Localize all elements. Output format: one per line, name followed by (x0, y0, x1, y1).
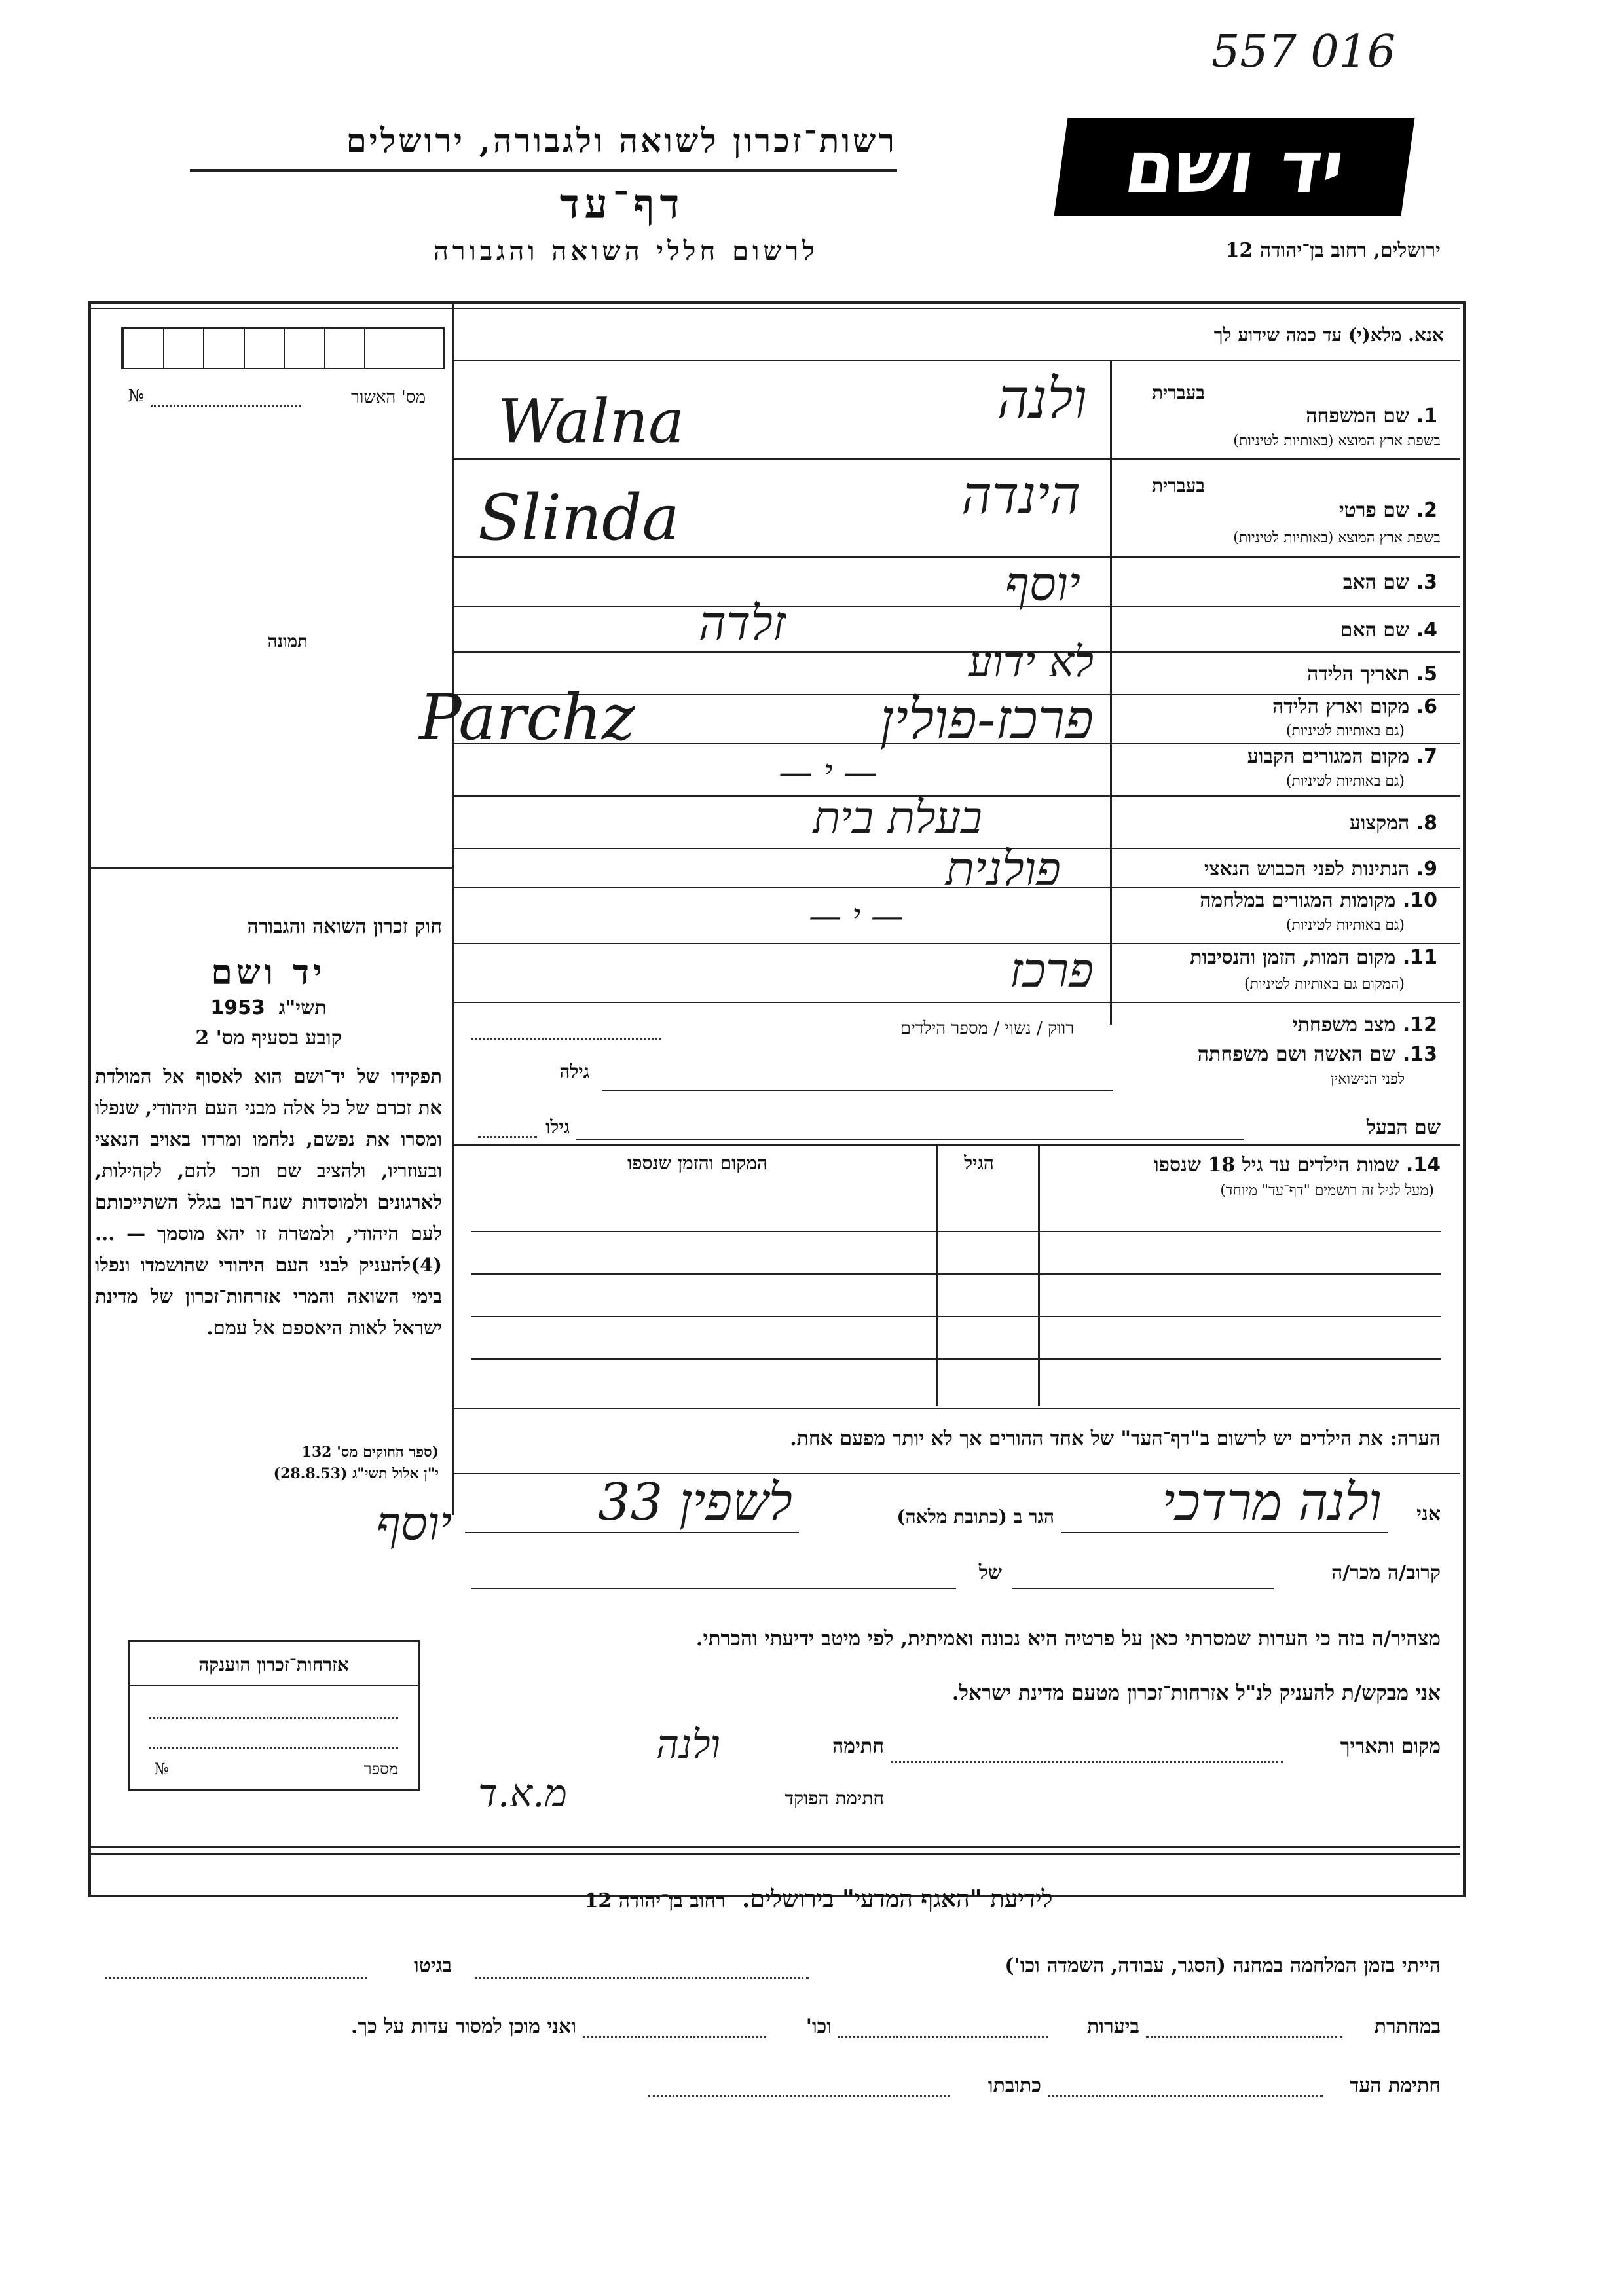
field-5-value: לא ידוע (968, 638, 1094, 687)
citizenship-title-rule (130, 1685, 418, 1686)
logo (1054, 118, 1414, 216)
field-12-text: מצב משפחתי (1292, 1013, 1396, 1036)
place-date-label: מקום ותאריך (1340, 1735, 1441, 1758)
field-7-text: מקום המגורים הקבוע (1247, 745, 1410, 768)
children-text: שמות הילדים עד גיל 18 שנספו (1153, 1154, 1399, 1176)
citizenship-line-2 (149, 1747, 398, 1749)
citizenship-no-mark: № (154, 1760, 169, 1778)
field-1-label (1211, 405, 1437, 428)
law-clause: קובע בסעיף מס' 2 (195, 1027, 342, 1049)
field-1-latin-value: Walna (498, 386, 684, 456)
field-4-label (1146, 619, 1437, 642)
field-5-num: 5. (1416, 663, 1437, 685)
officer-sig-label: חתימת הפוקד (784, 1787, 884, 1809)
bottom-camp-line (475, 1977, 809, 1979)
field-2-num: 2. (1416, 499, 1437, 522)
bottom-divider-2 (88, 1853, 1460, 1855)
bottom-address2-line (648, 2095, 950, 2097)
note-text: הערה: את הילדים יש לרשום ב"דף־העד" של אחד ההורים אך לא יותר מפעם אחת. (790, 1427, 1441, 1450)
bottom-address2: כתובתו (987, 2074, 1041, 2097)
field-7-label (1146, 745, 1437, 768)
law-gazette: (ספר החוקים מס' 132 (301, 1444, 439, 1461)
archive-number: 557 016 (1211, 26, 1396, 78)
citizenship-box (128, 1640, 420, 1791)
declarant-of: של (978, 1561, 1002, 1584)
field-12-num: 12. (1402, 1013, 1437, 1036)
left-col-divider (452, 304, 454, 1515)
children-col-place: המקום והזמן שנספו (627, 1152, 767, 1174)
field-6-text: מקום וארץ הלידה (1272, 695, 1410, 718)
photo-label: תמונה (267, 632, 308, 651)
bottom-forests: ביערות (1086, 2015, 1139, 2038)
signature-value: ולנה (655, 1722, 720, 1768)
intro-underline (452, 360, 1460, 361)
request-text: אני מבקש/ת להעניק לנ"ל אזרחות־זכרון מטעם מדינת ישראל. (951, 1681, 1441, 1705)
bottom-ghetto: בגיטו (413, 1954, 452, 1977)
declarant-me: אני (1416, 1503, 1441, 1525)
bottom-witness-sig: חתימת העד (1349, 2074, 1441, 2097)
field-11-sub: (המקום גם באותיות לטיניות) (1244, 976, 1405, 993)
field-3-value: יוסף (1005, 556, 1080, 611)
field-7-value: — י — (779, 753, 877, 792)
field-1-heb-value: ולנה (997, 367, 1087, 431)
bottom-title-text: לידיעת "האגף המדעי" בירושלים. (741, 1886, 1053, 1913)
field-1-text: שם המשפחה (1306, 405, 1410, 428)
field-6-heb-value: פרכז-פולין (879, 687, 1094, 752)
row-line-11 (452, 1002, 1460, 1003)
children-row-2 (471, 1273, 1441, 1275)
officer-mark: מ.א.ד (478, 1771, 567, 1815)
children-div-2 (936, 1144, 938, 1406)
field-9-label (1113, 858, 1437, 881)
bottom-divider-1 (88, 1846, 1460, 1848)
bottom-forests-line (838, 2036, 1048, 2038)
org-name: רשות־זכרון לשואה ולגבורה, ירושלים (346, 121, 897, 160)
declarant-name-value: ולנה מרדכי (1162, 1473, 1382, 1532)
law-name: יד ושם (211, 953, 326, 993)
org-underline (190, 169, 897, 172)
field-2-heb-tag: בעברית (1151, 475, 1205, 496)
husband-age-label: גילו (545, 1116, 570, 1138)
field-13-label (1113, 1043, 1437, 1066)
field-9-text: הנתינות לפני הכבוש הנאצי (1204, 858, 1410, 881)
header-address: ירושלים, רחוב בן־יהודה 12 (1225, 239, 1441, 262)
field-2-label (1211, 499, 1437, 522)
field-13-sub: לפני הנישואין (1330, 1071, 1405, 1087)
field-8-label (1146, 812, 1437, 835)
field-10-text: מקומות המגורים במלחמה (1200, 889, 1396, 912)
children-col-age: הגיל (964, 1152, 994, 1174)
field-8-value: בעלת בית (813, 792, 982, 844)
field-11-label (1113, 946, 1437, 969)
field-6-latin-value: Parchz (419, 681, 635, 754)
citizenship-line-1 (149, 1717, 398, 1719)
field-11-num: 11. (1402, 946, 1437, 969)
approval-box (121, 327, 445, 369)
field-3-num: 3. (1416, 571, 1437, 594)
field-9-value: פולנית (945, 841, 1061, 896)
children-label (1048, 1154, 1441, 1176)
bottom-etc-line (583, 2036, 766, 2038)
field-13-line (602, 1090, 1113, 1091)
law-title: חוק זכרון השואה והגבורה (247, 915, 442, 938)
field-13-text: שם האשה ושם משפחתה (1197, 1043, 1396, 1066)
field-1-num: 1. (1416, 405, 1437, 428)
field-11-text: מקום המות, הזמן והנסיבות (1190, 946, 1396, 969)
form-title: דף־עד (559, 180, 685, 228)
field-11-value: פרכז (1009, 943, 1094, 998)
intro-text: אנא. מלא(י) עד כמה שידוע לך (1213, 324, 1444, 346)
bottom-line1: הייתי בזמן המלחמה במחנה (הסגר, עבודה, השמדה וכו') (1005, 1954, 1441, 1977)
field-4-text: שם האם (1340, 619, 1410, 642)
children-sub: (מעל לגיל זה רושמים "דף־עד" מיוחד) (1220, 1182, 1434, 1199)
citizenship-number: מספר (363, 1760, 398, 1778)
field-10-label (1113, 889, 1437, 912)
bottom-ghetto-line (105, 1977, 367, 1979)
field-2-heb-value: הינדה (961, 465, 1080, 526)
field-3-label (1146, 571, 1437, 594)
field-6-sub: (גם באותיות לטיניות) (1285, 723, 1405, 739)
bottom-title (458, 1886, 1179, 1913)
husband-label: שם הבעל (1366, 1116, 1441, 1139)
field-4-value: זלדה (698, 596, 786, 651)
field-7-sub: (גם באותיות לטיניות) (1285, 773, 1405, 790)
frame-top-double (88, 308, 1460, 309)
field-1-heb-tag: בעברית (1151, 382, 1205, 403)
children-num: 14. (1405, 1154, 1441, 1176)
husband-line (576, 1139, 1244, 1140)
husband-age-line (478, 1136, 537, 1138)
declarant-relative-line (1012, 1588, 1274, 1589)
children-div-1 (1038, 1144, 1040, 1406)
label-col-divider (1110, 360, 1112, 1025)
field-6-label (1146, 695, 1437, 718)
field-1-sub: בשפת ארץ המוצא (באותיות לטיניות) (1233, 433, 1441, 449)
approval-no-label: מס' האשור (350, 388, 426, 407)
field-5-label (1146, 663, 1437, 685)
field-12-line (471, 1038, 661, 1040)
field-2-latin-value: Slinda (478, 481, 680, 555)
law-year (95, 996, 442, 1019)
field-9-num: 9. (1416, 858, 1437, 881)
photo-bottom (88, 867, 452, 869)
stamp-mark: יוסף (376, 1496, 452, 1551)
law-gazette-date: י"ן אלול תשי"ג (28.8.53) (273, 1465, 439, 1482)
declarant-address-value: לשפין 33 (598, 1473, 792, 1532)
field-8-num: 8. (1416, 812, 1437, 835)
law-year-heb: תשי"ג (278, 996, 327, 1019)
children-row-3 (471, 1316, 1441, 1317)
field-13-wife-name-label: גילה (559, 1061, 589, 1082)
field-12-value-label: רווק / נשוי / מספר הילדים (900, 1019, 1074, 1038)
declarant-address-line (465, 1532, 799, 1533)
citizenship-title: אזרחות־זכרון הוענקה (198, 1654, 349, 1675)
declarant-of-line (471, 1588, 956, 1589)
law-text: תפקידו של יד־ושם הוא לאסוף אל המולדת את זכרם של כל אלה מבני העם היהודי, שנפלו ומסרו את נפשם, נלחמו ומרדו באויב הנאצי ובעוזריו, ולהציב שם וזכר להם, לקהילות, לארגונים ולמוסדות שנח־רבו בגלל השתייכותם לעם היהודי, ולמטרה זו יהא מוסמך — ...(4)להעניק לבני העם היהודי שהושמדו ונפלו בימי השואה והמרי אזרחות־זכרון של מדינת ישראל לאות היאספם אל עמם. (95, 1065, 442, 1339)
signature-label: חתימה (832, 1735, 884, 1758)
field-10-num: 10. (1402, 889, 1437, 912)
children-row-5 (452, 1408, 1460, 1409)
law-year-number: 1953 (210, 996, 265, 1019)
field-10-sub: (גם באותיות לטיניות) (1285, 917, 1405, 934)
field-7-num: 7. (1416, 745, 1437, 768)
field-8-text: המקצוע (1349, 812, 1410, 835)
field-2-sub: בשפת ארץ המוצא (באותיות לטיניות) (1233, 530, 1441, 546)
field-4-num: 4. (1416, 619, 1437, 642)
logo-text: יד ושם (1119, 125, 1350, 209)
field-12-label (1113, 1013, 1437, 1036)
field-5-text: תאריך הלידה (1307, 663, 1410, 685)
bottom-etc: וכו' (805, 2015, 832, 2038)
declarant-relative: קרוב/ה מכר/ה (1331, 1561, 1441, 1584)
bottom-partisans-line (1146, 2036, 1342, 2038)
row-line-14 (452, 1144, 1460, 1146)
bottom-partisans: במחתרת (1374, 2015, 1441, 2038)
approval-no-line (151, 405, 301, 407)
field-10-value: — י — (809, 897, 904, 935)
approval-no-mark: № (128, 386, 144, 406)
row-line-1 (452, 458, 1460, 460)
field-2-text: שם פרטי (1338, 499, 1410, 522)
declarant-name-line (1061, 1532, 1388, 1533)
bottom-address: רחוב בן־יהודה 12 (584, 1889, 726, 1912)
children-row-4 (471, 1358, 1441, 1360)
form-purpose: לרשום חללי השואה והגבורה (433, 236, 819, 266)
field-6-num: 6. (1416, 695, 1437, 718)
field-13-num: 13. (1402, 1043, 1437, 1066)
declarant-residing: הגר ב (כתובת מלאה) (896, 1506, 1054, 1527)
place-date-line (891, 1761, 1283, 1763)
children-row-1 (471, 1231, 1441, 1232)
declaration-text: מצהיר/ה בזה כי העדות שמסרתי כאן על פרטיה היא נכונה ואמיתית, לפי מיטב ידיעתי והכרתי. (695, 1627, 1441, 1650)
field-3-text: שם האב (1342, 571, 1410, 594)
bottom-witness-line (1048, 2095, 1323, 2097)
bottom-ready: ואני מוכן למסור עדות על כך. (350, 2015, 576, 2038)
